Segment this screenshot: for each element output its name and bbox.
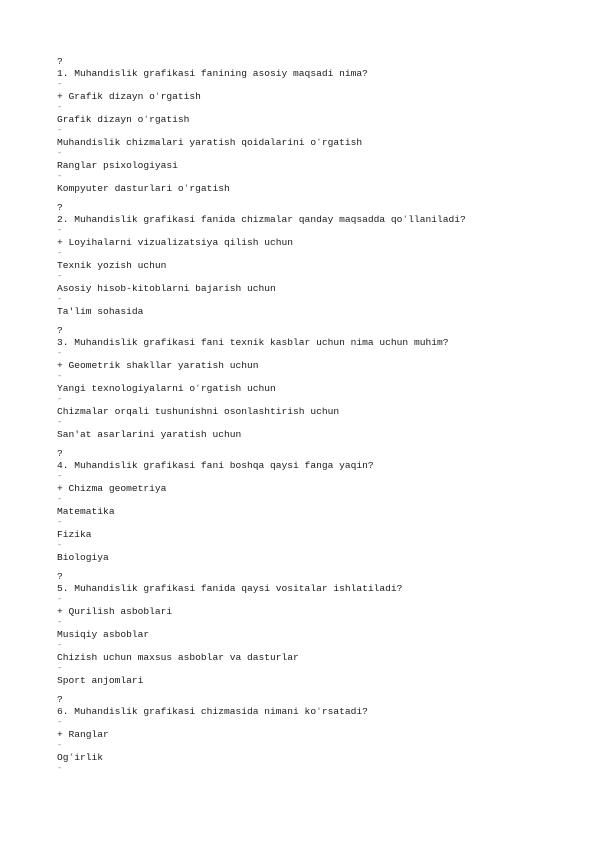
option-separator: - [57, 763, 63, 773]
option-separator: - [57, 171, 63, 181]
question-marker: ? [57, 325, 63, 336]
question-marker: ? [57, 694, 63, 705]
answer-option: Matematika [57, 505, 115, 517]
correct-answer-option: + Ranglar [57, 728, 109, 740]
option-separator: - [57, 517, 63, 527]
answer-option: Texnik yozish uchun [57, 259, 167, 271]
question-text: 4. Muhandislik grafikasi fani boshqa qaysi fanga yaqin? [57, 459, 374, 471]
option-separator: - [57, 148, 63, 158]
correct-answer-option: + Loyihalarni vizualizatsiya qilish uchun [57, 236, 294, 248]
answer-option: Muhandislik chizmalari yaratish qoidalarini oʻrgatish [57, 136, 363, 148]
answer-option: Chizish uchun maxsus asboblar va dasturlar [57, 651, 299, 663]
question-marker: ? [57, 202, 63, 213]
option-separator: - [57, 540, 63, 550]
option-separator: - [57, 717, 63, 727]
answer-option: Ranglar psixologiyasi [57, 159, 178, 171]
question-text: 3. Muhandislik grafikasi fani texnik kasblar uchun nima uchun muhim? [57, 336, 449, 348]
question-text: 6. Muhandislik grafikasi chizmasida nimani koʻrsatadi? [57, 705, 368, 717]
option-separator: - [57, 79, 63, 89]
option-separator: - [57, 640, 63, 650]
option-separator: - [57, 125, 63, 135]
answer-option: Sport anjomlari [57, 674, 144, 686]
answer-option: Chizmalar orqali tushunishni osonlashtirish uchun [57, 405, 340, 417]
question-block [57, 56, 577, 194]
option-separator: - [57, 271, 63, 281]
question-text: 5. Muhandislik grafikasi fanida qaysi vositalar ishlatiladi? [57, 582, 403, 594]
answer-option: Ogʻirlik [57, 751, 104, 763]
option-separator: - [57, 471, 63, 481]
question-block [57, 202, 577, 317]
answer-option: Asosiy hisob-kitoblarni bajarish uchun [57, 282, 276, 294]
option-separator: - [57, 617, 63, 627]
option-separator: - [57, 225, 63, 235]
option-separator: - [57, 417, 63, 427]
answer-option: Ta'lim sohasida [57, 305, 144, 317]
question-marker: ? [57, 56, 63, 67]
option-separator: - [57, 248, 63, 258]
question-block [57, 694, 577, 775]
question-marker: ? [57, 571, 63, 582]
option-separator: - [57, 740, 63, 750]
question-marker: ? [57, 448, 63, 459]
answer-option: San'at asarlarini yaratish uchun [57, 428, 242, 440]
option-separator: - [57, 663, 63, 673]
question-block [57, 571, 577, 686]
answer-option: Musiqiy asboblar [57, 628, 150, 640]
correct-answer-option: + Chizma geometriya [57, 482, 167, 494]
option-separator: - [57, 102, 63, 112]
answer-option: Grafik dizayn oʻrgatish [57, 113, 190, 125]
correct-answer-option: + Grafik dizayn oʻrgatish [57, 90, 201, 102]
question-block [57, 325, 577, 440]
quiz-content [57, 56, 577, 783]
question-text: 1. Muhandislik grafikasi fanining asosiy maqsadi nima? [57, 67, 368, 79]
answer-option: Biologiya [57, 551, 109, 563]
option-separator: - [57, 494, 63, 504]
question-text: 2. Muhandislik grafikasi fanida chizmalar qanday maqsadda qoʻllaniladi? [57, 213, 466, 225]
option-separator: - [57, 371, 63, 381]
option-separator: - [57, 394, 63, 404]
answer-option: Yangi texnologiyalarni oʻrgatish uchun [57, 382, 276, 394]
correct-answer-option: + Geometrik shakllar yaratish uchun [57, 359, 259, 371]
question-block [57, 448, 577, 563]
answer-option: Kompyuter dasturlari oʻrgatish [57, 182, 230, 194]
correct-answer-option: + Qurilish asboblari [57, 605, 173, 617]
option-separator: - [57, 594, 63, 604]
answer-option: Fizika [57, 528, 92, 540]
option-separator: - [57, 348, 63, 358]
option-separator: - [57, 294, 63, 304]
